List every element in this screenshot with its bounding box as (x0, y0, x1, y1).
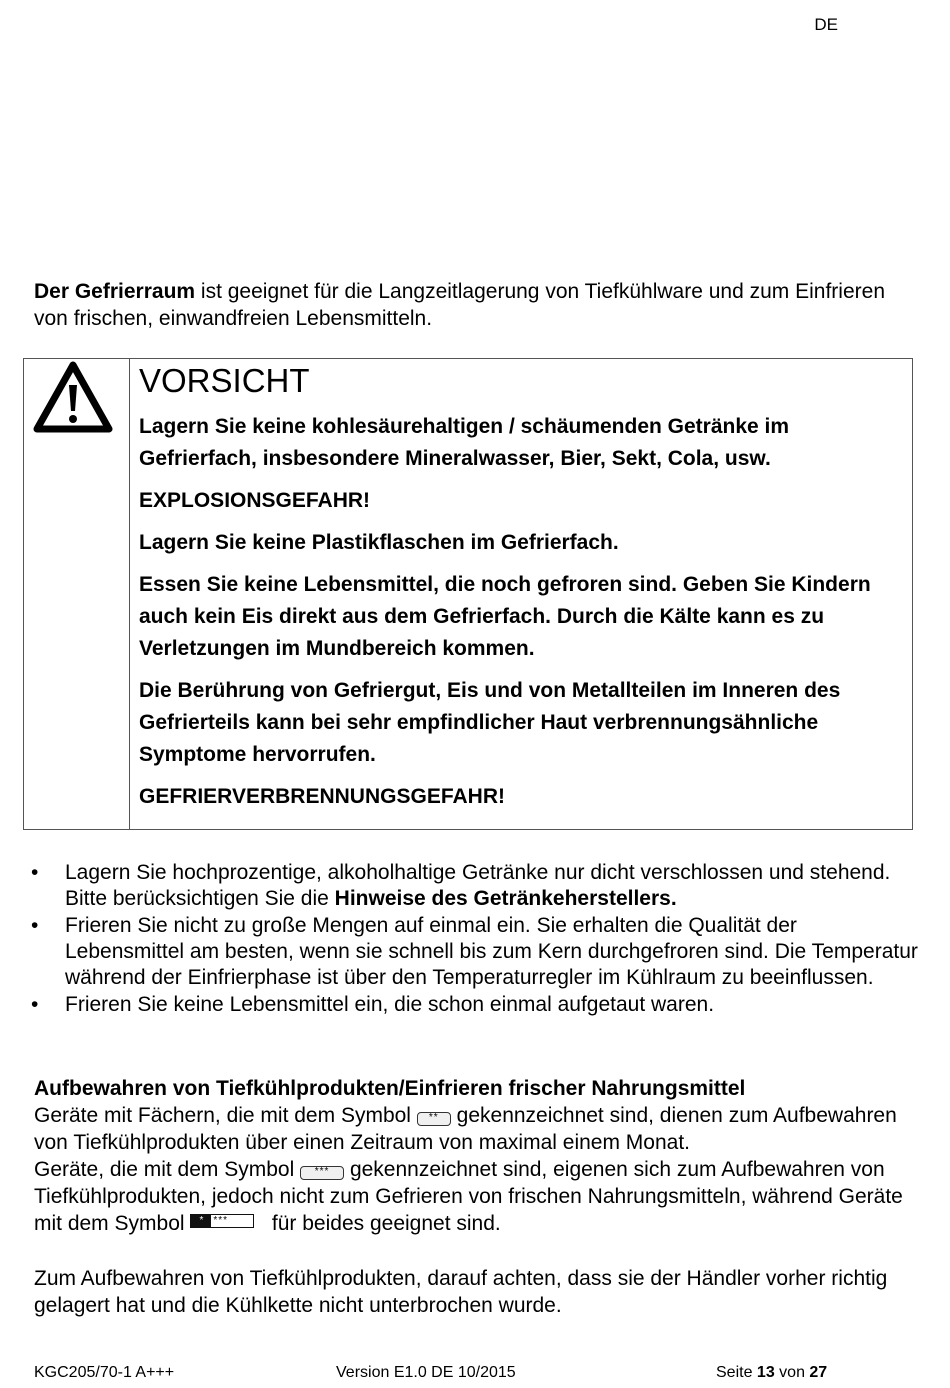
bullet-list (30, 860, 920, 1019)
warning-paragraph: GEFRIERVERBRENNUNGSGEFAHR! (139, 785, 505, 808)
warning-paragraph: Essen Sie keine Lebensmittel, die noch gefroren sind. Geben Sie Kindern auch kein Eis direkt aus dem Gefrierfach. Durch die Kälte kann es zu Verletzungen im Mundbereich kommen. (139, 573, 871, 660)
list-item (30, 913, 920, 991)
page-number: 13 (756, 1364, 775, 1381)
storage-text: gekennzeichnet sind, eigenen sich zum Aufbewahren von Tiefkühlprodukten, jedoch nicht zum Gefrieren von frischen Nahrungsmitteln, während Geräte mit dem Symbol (34, 1158, 903, 1235)
page-of: von (774, 1364, 810, 1381)
four-star-stars: *** (213, 1215, 229, 1226)
page-total: 27 (809, 1364, 828, 1381)
storage-section (34, 1075, 924, 1237)
intro-text: ist geeignet für die Langzeitlagerung von Tiefkühlware und zum Einfrieren von frischen, einwandfreien Lebensmitteln. (34, 280, 885, 330)
storage-text: Geräte mit Fächern, die mit dem Symbol (34, 1104, 411, 1127)
storage-paragraph (34, 1102, 924, 1156)
warning-paragraph: EXPLOSIONSGEFAHR! (139, 489, 371, 512)
list-item-bold: Hinweise des Getränkeherstellers. (334, 887, 677, 910)
bullet-icon: • (31, 914, 39, 937)
four-star-symbol-icon (190, 1214, 254, 1228)
footer-model: KGC205/70-1 A+++ (34, 1364, 175, 1381)
warning-content (139, 359, 899, 813)
storage-text: gekennzeichnet sind, dienen zum Aufbewahren von Tiefkühlprodukten über einen Zeitraum von maximal einem Monat. (34, 1104, 897, 1154)
warning-paragraph: Lagern Sie keine Plastikflaschen im Gefrierfach. (139, 531, 619, 554)
list-item-text: Lagern Sie hochprozentige, alkoholhaltige Getränke nur dicht verschlossen und stehend. Bitte berücksichtigen Sie die (65, 861, 891, 910)
warning-paragraph: Lagern Sie keine kohlesäurehaltigen / schäumenden Getränke im Gefrierfach, insbesondere Mineralwasser, Bier, Sekt, Cola, usw. (139, 415, 790, 470)
storage-text: Geräte, die mit dem Symbol (34, 1158, 295, 1181)
storage-paragraph (34, 1156, 924, 1237)
four-star-block: * (191, 1215, 211, 1227)
bullet-icon: • (31, 861, 39, 884)
storage-text: für beides geeignet sind. (271, 1212, 501, 1235)
list-item (30, 992, 920, 1018)
footer-page (716, 1364, 827, 1382)
page-prefix: Seite (716, 1364, 757, 1381)
footer-version: Version E1.0 DE 10/2015 (336, 1364, 516, 1381)
two-star-symbol-icon: ** (417, 1112, 451, 1126)
list-item-text: Frieren Sie nicht zu große Mengen auf einmal ein. Sie erhalten die Qualität der Lebensmittel am besten, wenn sie schnell bis zum Kern durchgefroren sind. Die Temperatur während der Einfrierphase ist über den Temperaturregler im Kühlraum zu beeinflussen. (65, 914, 918, 989)
intro-bold-term: Der Gefrierraum (34, 280, 196, 303)
warning-icon-cell (24, 359, 130, 829)
language-code: DE (814, 15, 838, 34)
warning-triangle-icon (33, 361, 113, 435)
intro-paragraph (34, 278, 914, 332)
warning-title: VORSICHT (139, 362, 310, 399)
section-heading: Aufbewahren von Tiefkühlprodukten/Einfrieren frischer Nahrungsmittel (34, 1077, 746, 1100)
bullet-icon: • (31, 993, 39, 1016)
warning-paragraph: Die Berührung von Gefriergut, Eis und von Metallteilen im Inneren des Gefrierteils kann bei sehr empfindlicher Haut verbrennungsähnliche Symptome hervorrufen. (139, 679, 841, 766)
list-item-text: Frieren Sie keine Lebensmittel ein, die schon einmal aufgetaut waren. (65, 993, 715, 1016)
list-item (30, 860, 920, 912)
warning-box (23, 358, 913, 830)
three-star-symbol-icon: *** (300, 1166, 344, 1180)
closing-paragraph: Zum Aufbewahren von Tiefkühlprodukten, darauf achten, dass sie der Händler vorher richtig gelagert hat und die Kühlkette nicht unterbrochen wurde. (34, 1267, 888, 1317)
